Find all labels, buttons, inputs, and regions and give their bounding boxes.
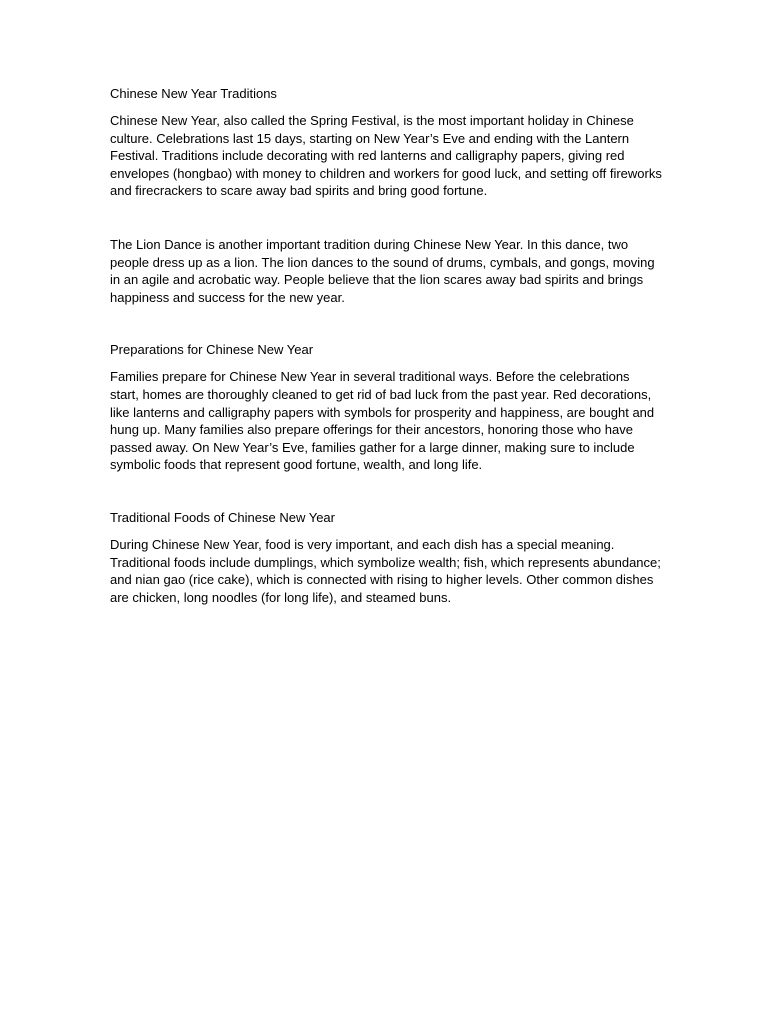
section-heading-traditions: Chinese New Year Traditions [110,86,277,101]
section-heading-preparations: Preparations for Chinese New Year [110,342,314,358]
paragraph-lion-dance: The Lion Dance is another important tradition during Chinese New Year. In this dance, two people dress up as a lion. The lion dances to the sound of drums, cymbals, and gongs, moving in an agile and acrobatic way. People believe that the lion scares away bad spirits and brings happiness and success for the new year. [110,236,655,305]
document-page [110,84,662,606]
section-heading-foods: Traditional Foods of Chinese New Year [110,509,335,525]
paragraph-traditions-intro: Chinese New Year, also called the Spring Festival, is the most important holiday in Chinese culture. Celebrations last 15 days, starting on New Year’s Eve and ending with the Lantern Festival. Traditions include decorating with red lanterns and calligraphy papers, giving red envelopes (hongbao) with money to children and workers for good luck, and setting off fireworks and firecrackers to scare away bad spirits and bring good fortune. [110,113,662,199]
paragraph-preparations: Families prepare for Chinese New Year in several traditional ways. Before the celebrations start, homes are thoroughly cleaned to get rid of bad luck from the past year. Red decorations, like lanterns and calligraphy papers with symbols for prosperity and happiness, are bought and hung up. Many families also prepare offerings for their ancestors, honoring those who have passed away. On New Year’s Eve, families gather for a large dinner, making sure to include symbolic foods that represent good fortune, wealth, and long life. [110,369,655,473]
paragraph-foods: During Chinese New Year, food is very important, and each dish has a special meaning. Traditional foods include dumplings, which symbolize wealth; fish, which represents abundance; and nian gao (rice cake), which is connected with rising to higher levels. Other common dishes are chicken, long noodles (for long life), and steamed buns. [110,536,661,605]
